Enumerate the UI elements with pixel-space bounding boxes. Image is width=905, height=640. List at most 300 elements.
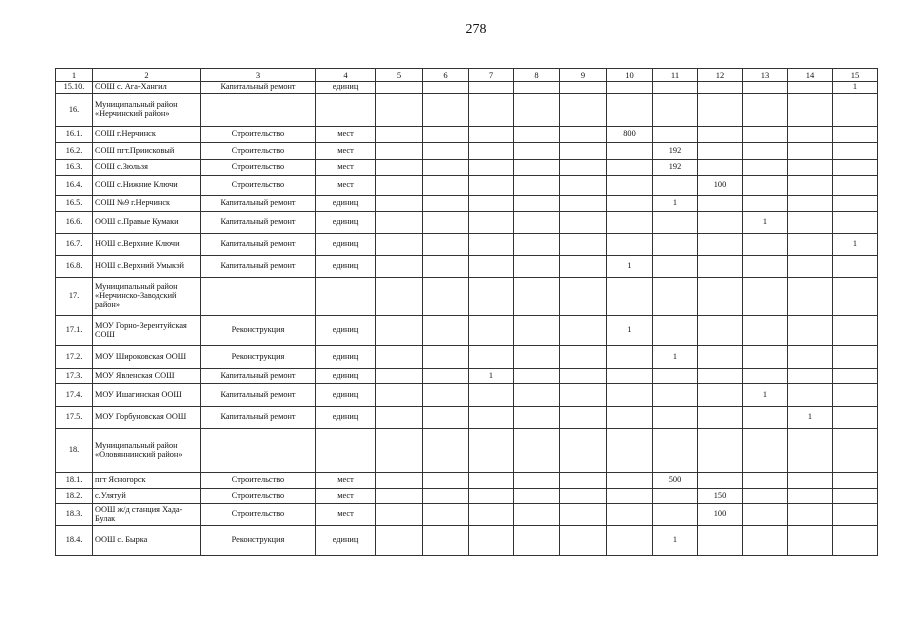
table-cell [607, 369, 653, 384]
table-cell [743, 143, 788, 160]
table-cell [514, 94, 560, 127]
table-cell: 150 [698, 489, 743, 504]
table-cell: Строительство [201, 473, 316, 489]
table-cell: Муниципальный район «Нерчинско-Заводский район» [93, 278, 201, 316]
table-cell [788, 346, 833, 369]
table-cell [833, 384, 878, 407]
table-cell [469, 234, 514, 256]
table-cell [607, 212, 653, 234]
table-cell [376, 143, 423, 160]
table-cell [376, 473, 423, 489]
table-cell: единиц [316, 369, 376, 384]
table-cell [423, 278, 469, 316]
table-row [56, 384, 878, 407]
table-cell: 17.1. [56, 316, 93, 346]
table-row [56, 234, 878, 256]
table-cell [514, 256, 560, 278]
table-cell [743, 429, 788, 473]
table-cell [514, 143, 560, 160]
table-cell: 100 [698, 176, 743, 196]
table-cell [201, 429, 316, 473]
table-cell [698, 526, 743, 556]
table-cell: 16.3. [56, 160, 93, 176]
column-header: 4 [316, 69, 376, 82]
table-cell [316, 94, 376, 127]
table-cell: МОУ Горно-Зерентуйская СОШ [93, 316, 201, 346]
table-cell: 17.2. [56, 346, 93, 369]
table-cell: мест [316, 473, 376, 489]
table-cell: единиц [316, 212, 376, 234]
table-cell [423, 160, 469, 176]
table-cell [514, 384, 560, 407]
table-cell [423, 526, 469, 556]
table-cell [514, 316, 560, 346]
table-cell: МОУ Горбуновская ООШ [93, 407, 201, 429]
table-cell [607, 82, 653, 94]
table-cell [743, 256, 788, 278]
table-cell: СОШ №9 г.Нерчинск [93, 196, 201, 212]
table-cell [788, 234, 833, 256]
table-cell [743, 407, 788, 429]
table-cell [653, 212, 698, 234]
table-cell [514, 369, 560, 384]
table-cell [376, 407, 423, 429]
table-cell [376, 504, 423, 526]
table-cell [560, 407, 607, 429]
table-cell [653, 407, 698, 429]
table-cell: 1 [743, 212, 788, 234]
table-cell: 16.4. [56, 176, 93, 196]
column-header: 1 [56, 69, 93, 82]
table-cell [201, 94, 316, 127]
table-cell [469, 160, 514, 176]
table-cell: мест [316, 127, 376, 143]
table-cell [788, 526, 833, 556]
table-cell [833, 256, 878, 278]
table-cell [376, 94, 423, 127]
table-cell: 18. [56, 429, 93, 473]
table-cell [698, 278, 743, 316]
table-cell: 18.4. [56, 526, 93, 556]
column-header: 3 [201, 69, 316, 82]
table-cell [833, 127, 878, 143]
table-row [56, 82, 878, 94]
table-cell: Строительство [201, 504, 316, 526]
table-cell [560, 473, 607, 489]
table-cell [653, 176, 698, 196]
table-cell [469, 196, 514, 212]
table-cell: единиц [316, 316, 376, 346]
table-cell [653, 369, 698, 384]
table-row [56, 127, 878, 143]
table-cell [653, 429, 698, 473]
table-cell: НОШ с.Верхние Ключи [93, 234, 201, 256]
table-cell: Капитальный ремонт [201, 234, 316, 256]
table-cell [833, 407, 878, 429]
table-cell [560, 212, 607, 234]
table-cell [423, 407, 469, 429]
table-cell [423, 94, 469, 127]
table-cell [469, 94, 514, 127]
table-cell [376, 369, 423, 384]
table-cell [560, 384, 607, 407]
column-header: 2 [93, 69, 201, 82]
table-cell [376, 384, 423, 407]
table-cell: Капитальный ремонт [201, 384, 316, 407]
table-cell [698, 429, 743, 473]
table-cell [743, 196, 788, 212]
table-row [56, 94, 878, 127]
table-cell [423, 429, 469, 473]
column-header: 11 [653, 69, 698, 82]
table-cell [514, 212, 560, 234]
table-cell [607, 143, 653, 160]
table-cell [698, 127, 743, 143]
table-cell [514, 504, 560, 526]
table-cell: Реконструкция [201, 346, 316, 369]
table-cell [423, 384, 469, 407]
table-cell: единиц [316, 82, 376, 94]
table-cell [423, 212, 469, 234]
table-cell [514, 429, 560, 473]
table-cell: 1 [833, 82, 878, 94]
table-cell [469, 429, 514, 473]
table-cell [653, 82, 698, 94]
table-cell [469, 346, 514, 369]
table-cell: МОУ Широковская ООШ [93, 346, 201, 369]
table-cell [469, 143, 514, 160]
table-cell: Строительство [201, 160, 316, 176]
table-cell [469, 176, 514, 196]
table-cell: 17. [56, 278, 93, 316]
table-cell [698, 407, 743, 429]
table-cell: 192 [653, 160, 698, 176]
table-cell: Капитальный ремонт [201, 196, 316, 212]
table-cell [698, 384, 743, 407]
table-cell [743, 369, 788, 384]
table-cell [560, 429, 607, 473]
table-cell: 16.2. [56, 143, 93, 160]
table-cell [653, 504, 698, 526]
table-cell: единиц [316, 234, 376, 256]
table-cell [376, 526, 423, 556]
table-row [56, 407, 878, 429]
table-cell [514, 82, 560, 94]
table-cell: 18.2. [56, 489, 93, 504]
table-cell [788, 196, 833, 212]
page-number: 278 [465, 22, 487, 37]
table-row [56, 489, 878, 504]
table-row [56, 278, 878, 316]
table-cell [833, 369, 878, 384]
table-cell [833, 526, 878, 556]
table-cell: 500 [653, 473, 698, 489]
table-cell [698, 369, 743, 384]
table-cell: пгт Ясногорск [93, 473, 201, 489]
table-cell [423, 489, 469, 504]
table-cell: Муниципальный район «Оловяннинский район» [93, 429, 201, 473]
table-row [56, 160, 878, 176]
table-cell: ООШ с.Правые Кумаки [93, 212, 201, 234]
table-cell: СОШ с.Нижние Ключи [93, 176, 201, 196]
table-cell [743, 504, 788, 526]
table-cell: мест [316, 489, 376, 504]
table-cell [376, 212, 423, 234]
column-header: 9 [560, 69, 607, 82]
table-cell [514, 160, 560, 176]
table-cell: 16.1. [56, 127, 93, 143]
table-cell: 16.8. [56, 256, 93, 278]
table-cell: 100 [698, 504, 743, 526]
table-cell: Муниципальный район «Нерчинский район» [93, 94, 201, 127]
table-cell [698, 82, 743, 94]
table-cell: СОШ с.Зюльзя [93, 160, 201, 176]
table-row [56, 196, 878, 212]
table-cell: мест [316, 143, 376, 160]
table-cell: Строительство [201, 143, 316, 160]
table-cell [653, 489, 698, 504]
table-cell [423, 234, 469, 256]
table-cell: 16.7. [56, 234, 93, 256]
table-cell [376, 196, 423, 212]
table-cell [833, 346, 878, 369]
table-cell [833, 489, 878, 504]
table-cell [423, 256, 469, 278]
table-cell [788, 94, 833, 127]
table-cell [743, 346, 788, 369]
table-cell: с.Улятуй [93, 489, 201, 504]
table-cell [607, 384, 653, 407]
table-cell [607, 346, 653, 369]
table-cell: СОШ пгт.Приисковый [93, 143, 201, 160]
table-cell [560, 489, 607, 504]
table-cell [560, 346, 607, 369]
table-cell [469, 212, 514, 234]
table-cell [653, 127, 698, 143]
header-row [56, 69, 878, 82]
table-cell: Реконструкция [201, 316, 316, 346]
table-cell [376, 346, 423, 369]
table-cell [833, 429, 878, 473]
table-cell [743, 82, 788, 94]
table-cell [514, 176, 560, 196]
table-cell [376, 316, 423, 346]
table-cell [698, 346, 743, 369]
table-cell [698, 94, 743, 127]
table-cell: МОУ Ишагинская ООШ [93, 384, 201, 407]
table-cell: единиц [316, 526, 376, 556]
table-cell [653, 234, 698, 256]
column-header: 6 [423, 69, 469, 82]
table-cell [607, 234, 653, 256]
table-cell [423, 473, 469, 489]
table-cell [743, 278, 788, 316]
table-cell [469, 407, 514, 429]
table-cell [514, 473, 560, 489]
table-cell [514, 127, 560, 143]
table-cell [833, 212, 878, 234]
column-header: 10 [607, 69, 653, 82]
table-cell [376, 234, 423, 256]
table-cell [376, 429, 423, 473]
table-cell: ООШ ж/д станция Хада-Булак [93, 504, 201, 526]
table-row [56, 212, 878, 234]
table-cell [469, 384, 514, 407]
table-cell [560, 82, 607, 94]
table-cell [833, 196, 878, 212]
table-cell [788, 384, 833, 407]
table-cell: 1 [653, 526, 698, 556]
table-cell: 1 [788, 407, 833, 429]
table-cell [788, 489, 833, 504]
table-cell: 16.5. [56, 196, 93, 212]
table-cell [560, 234, 607, 256]
table-cell [423, 176, 469, 196]
table-cell: мест [316, 160, 376, 176]
table-cell: СОШ с. Ага-Хангил [93, 82, 201, 94]
table-cell [698, 160, 743, 176]
table-row [56, 176, 878, 196]
table-cell: 1 [469, 369, 514, 384]
table-cell: мест [316, 176, 376, 196]
table-cell: СОШ г.Нерчинск [93, 127, 201, 143]
table-cell: Строительство [201, 176, 316, 196]
table-cell: единиц [316, 196, 376, 212]
table-cell [833, 278, 878, 316]
table-cell [607, 526, 653, 556]
table-cell [743, 473, 788, 489]
table-cell [560, 196, 607, 212]
table-cell [833, 473, 878, 489]
table-cell [653, 256, 698, 278]
table-cell: 16. [56, 94, 93, 127]
table-cell [560, 316, 607, 346]
table-cell: МОУ Явленская СОШ [93, 369, 201, 384]
table-cell [423, 346, 469, 369]
table-cell [698, 196, 743, 212]
table-cell [376, 176, 423, 196]
column-header: 12 [698, 69, 743, 82]
table-cell [833, 504, 878, 526]
table-cell [607, 504, 653, 526]
table-row [56, 369, 878, 384]
table-cell [560, 94, 607, 127]
table-cell [698, 256, 743, 278]
table-cell [607, 489, 653, 504]
table-cell: 1 [833, 234, 878, 256]
table-row [56, 256, 878, 278]
table-cell [788, 278, 833, 316]
table-cell: Реконструкция [201, 526, 316, 556]
program-table [55, 68, 878, 556]
table-cell [743, 526, 788, 556]
table-cell [514, 234, 560, 256]
table-cell [514, 526, 560, 556]
table-cell [698, 316, 743, 346]
table-cell [788, 369, 833, 384]
table-cell [514, 278, 560, 316]
table-cell: единиц [316, 346, 376, 369]
table-cell [514, 196, 560, 212]
table-cell [788, 504, 833, 526]
column-header: 13 [743, 69, 788, 82]
table-cell [514, 407, 560, 429]
table-cell [743, 94, 788, 127]
table-cell [653, 94, 698, 127]
table-cell [607, 160, 653, 176]
table-cell [560, 127, 607, 143]
table-cell [698, 473, 743, 489]
table-row [56, 504, 878, 526]
table-cell [788, 176, 833, 196]
table-row [56, 316, 878, 346]
table-cell [743, 316, 788, 346]
table-cell [743, 160, 788, 176]
table-cell: Строительство [201, 489, 316, 504]
table-cell [469, 526, 514, 556]
table-cell [788, 316, 833, 346]
table-cell [376, 160, 423, 176]
table-cell [469, 504, 514, 526]
table-cell [560, 369, 607, 384]
table-cell [653, 316, 698, 346]
table-cell: 17.3. [56, 369, 93, 384]
table-cell [376, 82, 423, 94]
table-cell [469, 278, 514, 316]
table-cell [788, 82, 833, 94]
table-cell [560, 504, 607, 526]
table-cell: 1 [653, 196, 698, 212]
table-cell: 1 [743, 384, 788, 407]
table-cell [560, 160, 607, 176]
table-cell: 1 [607, 316, 653, 346]
table-cell [788, 473, 833, 489]
table-cell: единиц [316, 384, 376, 407]
table-cell [423, 369, 469, 384]
table-row [56, 526, 878, 556]
table-cell: Капитальный ремонт [201, 82, 316, 94]
table-row [56, 143, 878, 160]
table-cell [833, 316, 878, 346]
table-cell [788, 429, 833, 473]
table-cell [833, 160, 878, 176]
table-cell [607, 429, 653, 473]
table-cell [423, 196, 469, 212]
table-cell [423, 82, 469, 94]
table-cell [423, 504, 469, 526]
table-cell [560, 176, 607, 196]
table-cell [423, 316, 469, 346]
table-cell [653, 278, 698, 316]
table-cell [376, 127, 423, 143]
table-cell [469, 316, 514, 346]
table-cell [743, 176, 788, 196]
table-cell: единиц [316, 407, 376, 429]
table-cell [743, 127, 788, 143]
table-cell [560, 143, 607, 160]
table-cell [376, 489, 423, 504]
table-cell: 1 [653, 346, 698, 369]
table-cell [788, 256, 833, 278]
table-cell [788, 212, 833, 234]
table-cell [788, 160, 833, 176]
table-cell [560, 256, 607, 278]
table-cell [201, 278, 316, 316]
table-cell [560, 526, 607, 556]
column-header: 15 [833, 69, 878, 82]
table-cell [698, 143, 743, 160]
table-cell [607, 196, 653, 212]
